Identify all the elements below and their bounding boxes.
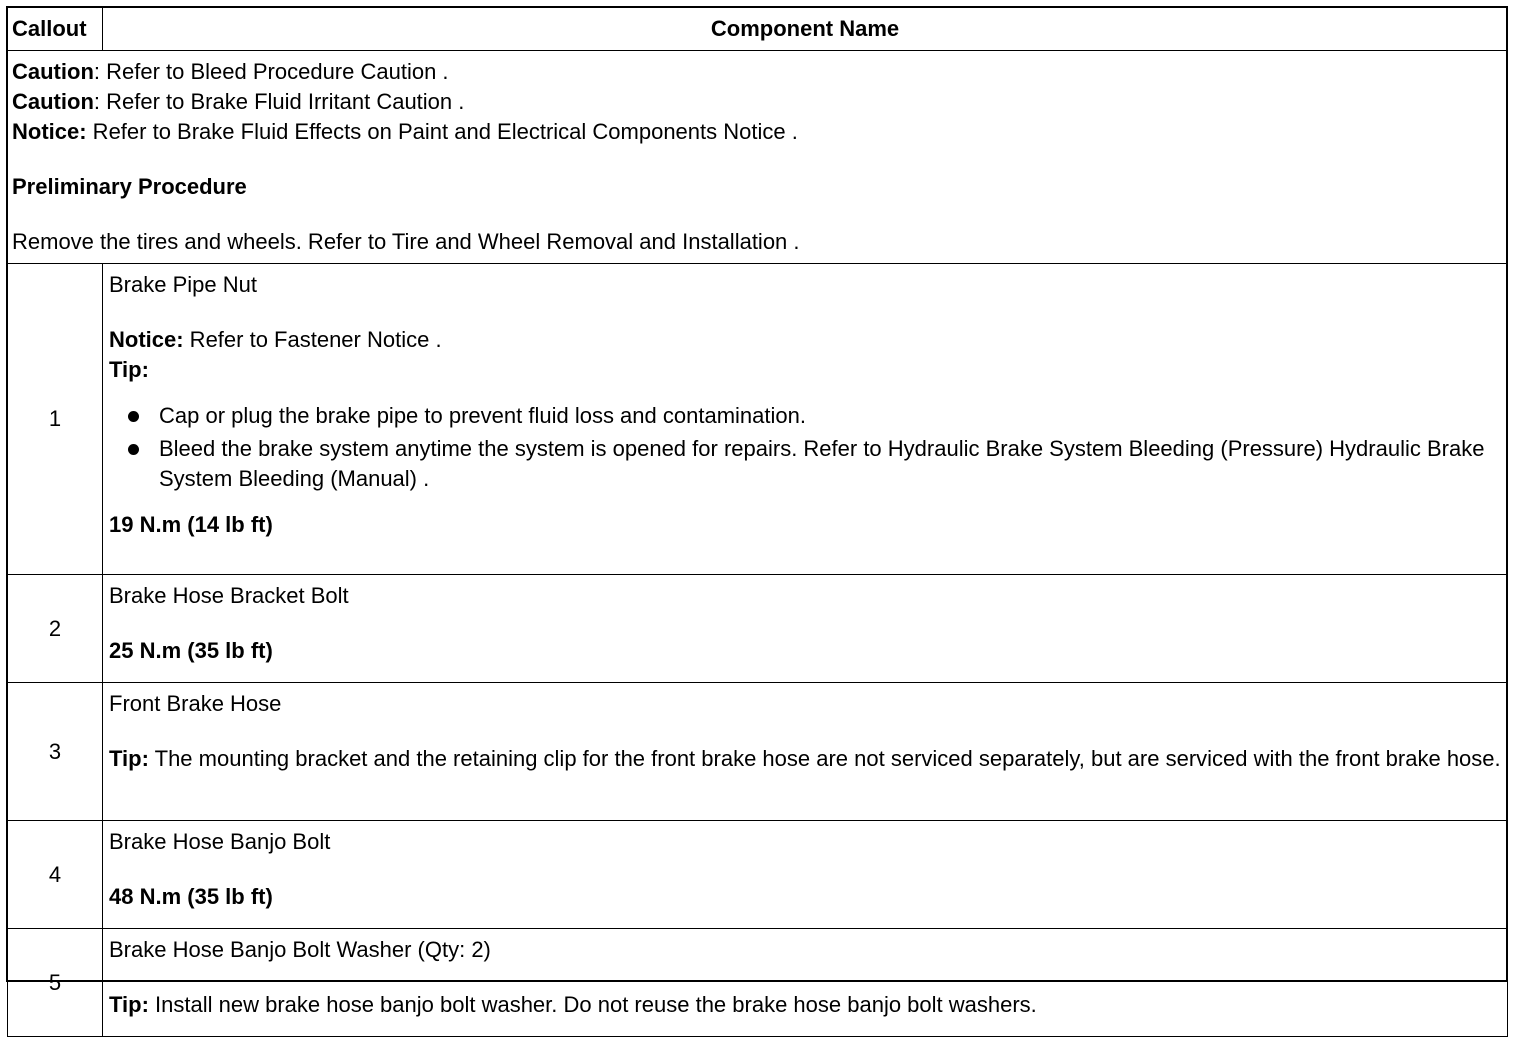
component-name: Brake Hose Banjo Bolt	[109, 829, 331, 854]
component-name: Brake Hose Banjo Bolt Washer (Qty: 2)	[109, 937, 491, 962]
component-name: Brake Pipe Nut	[109, 272, 257, 297]
notice-text: Refer to Fastener Notice .	[183, 327, 442, 352]
bullet-icon	[128, 411, 139, 422]
table-row	[8, 929, 1508, 1037]
callout-number: 4	[8, 821, 103, 929]
list-item	[109, 434, 1503, 494]
table-row	[8, 264, 1508, 575]
callout-number: 5	[8, 929, 103, 1037]
notice-text: Refer to Brake Fluid Effects on Paint and Electrical Components Notice .	[86, 119, 798, 144]
bullet-icon	[128, 444, 139, 455]
component-cell	[103, 929, 1508, 1037]
caution-line-2	[12, 87, 1503, 117]
tip-label: Tip:	[109, 746, 149, 771]
torque-spec: 48 N.m (35 lb ft)	[109, 884, 273, 909]
tip-text: Cap or plug the brake pipe to prevent fluid loss and contamination.	[159, 403, 806, 428]
intro-cell	[8, 51, 1508, 264]
component-name: Brake Hose Bracket Bolt	[109, 583, 349, 608]
component-cell	[103, 683, 1508, 821]
intro-row	[8, 51, 1508, 264]
caution-label: Caution	[12, 89, 94, 114]
tip-label: Tip:	[109, 357, 149, 382]
torque-spec: 25 N.m (35 lb ft)	[109, 638, 273, 663]
preliminary-heading: Preliminary Procedure	[12, 174, 247, 199]
list-item	[109, 401, 1503, 431]
callout-number: 2	[8, 575, 103, 683]
component-cell	[103, 821, 1508, 929]
caution-text: : Refer to Bleed Procedure Caution .	[93, 59, 449, 84]
component-name: Front Brake Hose	[109, 691, 282, 716]
notice-line	[109, 325, 1503, 355]
notice-label: Notice:	[109, 327, 184, 352]
caution-line-1	[12, 57, 1503, 87]
tip-line	[109, 990, 1503, 1020]
notice-label: Notice:	[12, 119, 87, 144]
tip-label: Tip:	[109, 992, 149, 1017]
notice-line	[12, 117, 1503, 147]
callout-number: 1	[8, 264, 103, 575]
component-name-column-header: Component Name	[103, 8, 1508, 51]
torque-spec: 19 N.m (14 lb ft)	[109, 512, 273, 537]
callout-column-header: Callout	[8, 8, 103, 51]
tip-line	[109, 744, 1503, 774]
table-row	[8, 683, 1508, 821]
tip-text: The mounting bracket and the retaining clip for the front brake hose are not serviced separately, but are serviced with the front brake hose.	[148, 746, 1501, 771]
header-row	[8, 8, 1508, 51]
component-cell	[103, 264, 1508, 575]
preliminary-text: Remove the tires and wheels. Refer to Tire and Wheel Removal and Installation .	[12, 229, 800, 254]
table-row	[8, 575, 1508, 683]
callout-number: 3	[8, 683, 103, 821]
tip-text: Install new brake hose banjo bolt washer. Do not reuse the brake hose banjo bolt washers.	[148, 992, 1037, 1017]
tip-list	[109, 401, 1503, 494]
tip-text: Bleed the brake system anytime the system is opened for repairs. Refer to Hydraulic Brake System Bleeding (Pressure) Hydraulic Brake System Bleeding (Manual) .	[159, 436, 1485, 491]
caution-label: Caution	[12, 59, 94, 84]
component-cell	[103, 575, 1508, 683]
caution-text: : Refer to Brake Fluid Irritant Caution .	[93, 89, 465, 114]
component-table	[7, 7, 1508, 1037]
table-row	[8, 821, 1508, 929]
